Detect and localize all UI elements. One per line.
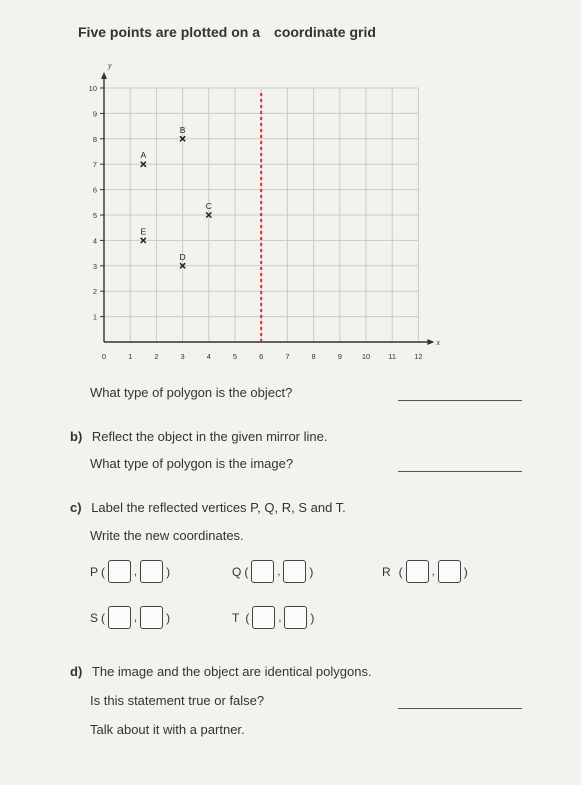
coord-entry-t xyxy=(232,606,317,629)
y-tick-label: 8 xyxy=(92,134,97,144)
comma: , xyxy=(431,565,435,578)
coord-box-s-x[interactable] xyxy=(108,606,131,629)
y-tick-label: 1 xyxy=(92,312,97,322)
point-label-e: E xyxy=(140,226,147,237)
point-label-c: C xyxy=(205,201,212,211)
x-tick-label: 1 xyxy=(128,352,133,361)
y-tick-label: 7 xyxy=(92,160,97,170)
y-tick-label: 6 xyxy=(92,185,97,195)
coord-entry-q xyxy=(232,560,316,583)
close-paren: ) xyxy=(166,610,171,625)
coord-entry-s xyxy=(90,606,173,629)
x-tick-label: 8 xyxy=(311,352,316,361)
y-tick-label: 5 xyxy=(92,211,97,220)
x-tick-label: 11 xyxy=(388,352,397,361)
y-tick-label: 2 xyxy=(92,287,97,297)
question-a-text: What type of polygon is the object? xyxy=(90,385,293,400)
answer-line-a[interactable] xyxy=(398,400,522,401)
question-c-label: c) xyxy=(70,500,82,515)
coord-box-t-x[interactable] xyxy=(252,606,275,629)
x-tick-label: 5 xyxy=(232,352,238,361)
comma: , xyxy=(278,611,282,624)
y-tick-label: 4 xyxy=(92,236,97,246)
question-d xyxy=(70,664,372,679)
close-paren: ) xyxy=(310,610,315,625)
y-axis-arrow xyxy=(101,72,107,79)
open-paren: ( xyxy=(245,610,250,625)
question-b-text: Reflect the object in the given mirror line. xyxy=(91,429,328,444)
coord-box-p-x[interactable] xyxy=(108,560,131,583)
close-paren: ) xyxy=(166,564,171,579)
question-d-text: The image and the object are identical polygons. xyxy=(91,664,372,679)
y-tick-label: 3 xyxy=(92,261,97,271)
coord-box-q-x[interactable] xyxy=(251,560,274,583)
x-tick-label: 3 xyxy=(180,352,185,361)
point-label-b: B xyxy=(179,124,186,135)
question-b-label: b) xyxy=(70,429,83,444)
open-paren: ( xyxy=(101,564,106,579)
x-tick-label: 9 xyxy=(337,352,342,361)
x-tick-label: 7 xyxy=(285,352,290,361)
point-label-a: A xyxy=(140,150,147,161)
coord-label-p: P xyxy=(90,564,99,579)
x-tick-label: 0 xyxy=(101,352,107,361)
y-axis-label: y xyxy=(108,61,112,70)
coord-box-q-y[interactable] xyxy=(283,560,306,583)
question-d-label: d) xyxy=(70,664,83,679)
x-tick-label: 2 xyxy=(154,352,159,361)
title-part-1: Five points are plotted on a xyxy=(78,24,261,40)
x-tick-label: 6 xyxy=(259,352,264,361)
question-c-sub: Write the new coordinates. xyxy=(90,528,244,543)
open-paren: ( xyxy=(244,564,249,579)
x-axis-arrow xyxy=(427,339,434,345)
close-paren: ) xyxy=(309,564,314,579)
answer-line-b[interactable] xyxy=(398,471,522,472)
question-b-sub: What type of polygon is the image? xyxy=(90,456,294,471)
x-tick-label: 10 xyxy=(361,352,371,361)
close-paren: ) xyxy=(463,564,468,579)
coord-label-s: S xyxy=(90,610,99,625)
question-c xyxy=(70,500,346,515)
question-d-sub: Is this statement true or false? xyxy=(90,693,265,708)
y-tick-label: 10 xyxy=(88,84,97,93)
coord-box-t-y[interactable] xyxy=(284,606,307,629)
question-c-text: Label the reflected vertices P, Q, R, S and T. xyxy=(91,500,346,515)
question-d-talk: Talk about it with a partner. xyxy=(90,722,245,737)
coordinate-grid[interactable] xyxy=(0,0,581,380)
coord-label-q: Q xyxy=(232,564,242,579)
y-tick-label: 9 xyxy=(92,109,97,119)
coord-box-p-y[interactable] xyxy=(140,560,163,583)
coord-entry-r xyxy=(382,560,471,583)
comma: , xyxy=(134,611,138,624)
coord-label-t: T xyxy=(232,610,240,625)
point-label-d: D xyxy=(179,251,186,262)
title-part-2: coordinate grid xyxy=(274,24,376,40)
question-b xyxy=(70,429,327,444)
x-tick-label: 4 xyxy=(206,352,211,361)
open-paren: ( xyxy=(398,564,403,579)
coord-box-r-x[interactable] xyxy=(406,560,429,583)
coord-box-s-y[interactable] xyxy=(140,606,163,629)
comma: , xyxy=(134,565,138,578)
answer-line-d[interactable] xyxy=(398,708,522,709)
comma: , xyxy=(277,565,281,578)
x-tick-label: 12 xyxy=(414,352,423,361)
x-axis-label: x xyxy=(436,338,440,347)
coord-label-r: R xyxy=(382,564,391,579)
coord-box-r-y[interactable] xyxy=(438,560,461,583)
open-paren: ( xyxy=(101,610,106,625)
coord-entry-p xyxy=(90,560,173,583)
